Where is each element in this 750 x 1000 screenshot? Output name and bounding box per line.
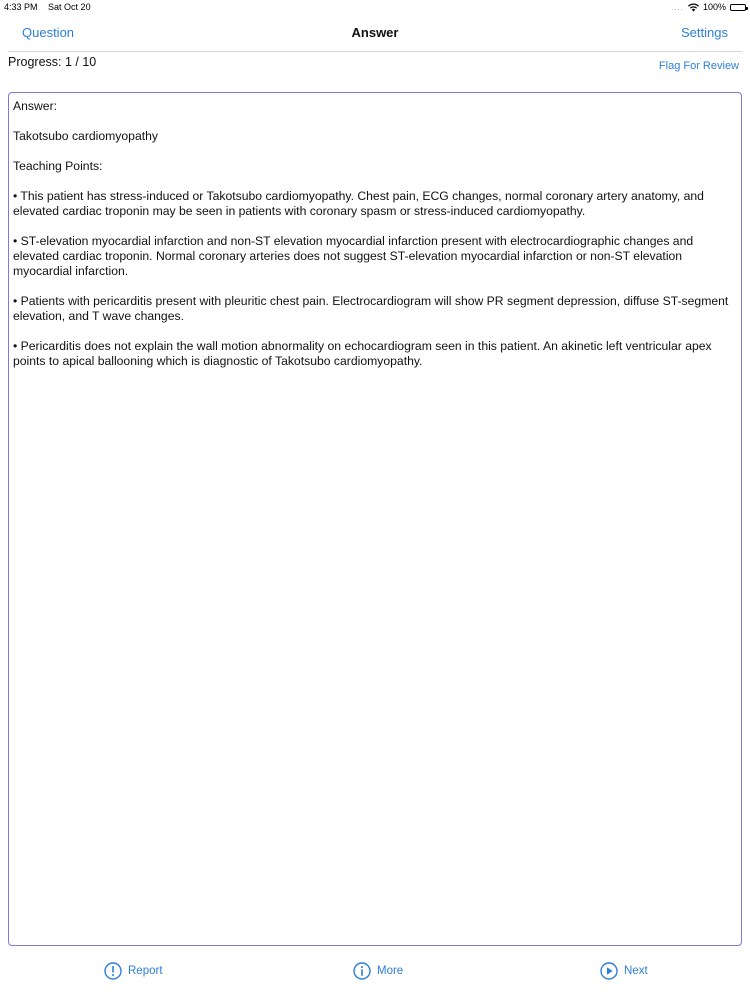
info-circle-icon	[353, 962, 371, 980]
more-label: More	[377, 965, 404, 977]
next-label: Next	[624, 965, 648, 977]
flag-for-review-button[interactable]: Flag For Review	[658, 60, 739, 72]
more-button[interactable]	[353, 962, 403, 980]
nav-divider	[8, 51, 742, 52]
signal-icon: ....	[671, 2, 684, 12]
progress-indicator: Progress: 1 / 10	[8, 55, 97, 69]
exclamation-circle-icon	[104, 962, 122, 980]
teaching-points-heading: Teaching Points:	[13, 159, 103, 173]
answer-text-area[interactable]	[8, 92, 742, 946]
wifi-icon	[688, 3, 699, 12]
question-button[interactable]: Question	[22, 25, 75, 40]
next-button[interactable]	[600, 962, 648, 980]
teaching-point: • This patient has stress-induced or Takotsubo cardiomyopathy. Chest pain, ECG changes, normal coronary artery anatomy, and elevated cardiac troponin may be seen in patients with coronary spasm or stress-induced cardiomyopathy.	[13, 189, 704, 218]
battery-percent: 100%	[702, 2, 726, 12]
status-time: 4:33 PM	[4, 2, 38, 12]
play-circle-icon	[600, 962, 618, 980]
status-date: Sat Oct 20	[48, 2, 91, 12]
answer-heading: Answer:	[13, 99, 58, 113]
nav-bar	[0, 16, 750, 50]
battery-icon	[730, 4, 746, 11]
teaching-point: • Patients with pericarditis present with pleuritic chest pain. Electrocardiogram will show PR segment depression, diffuse ST-segment elevation, and T wave changes.	[13, 294, 729, 323]
page-title: Answer	[351, 25, 399, 40]
settings-button[interactable]: Settings	[681, 25, 728, 40]
answer-diagnosis: Takotsubo cardiomyopathy	[13, 129, 158, 143]
teaching-point: • ST-elevation myocardial infarction and non-ST elevation myocardial infarction present with electrocardiographic changes and elevated cardiac troponin. Normal coronary arteries does not suggest ST-elevation myocardial infarction or non-ST elevation myocardial infarction.	[13, 234, 694, 278]
status-right	[671, 2, 746, 12]
status-left	[4, 2, 91, 12]
report-label: Report	[128, 965, 163, 977]
teaching-point: • Pericarditis does not explain the wall motion abnormality on echocardiogram seen in this patient. An akinetic left ventricular apex points to apical ballooning which is diagnostic of Takotsubo cardiomyopathy.	[13, 339, 712, 368]
status-bar	[0, 0, 750, 14]
report-button[interactable]	[104, 962, 163, 980]
bottom-toolbar	[0, 952, 750, 992]
